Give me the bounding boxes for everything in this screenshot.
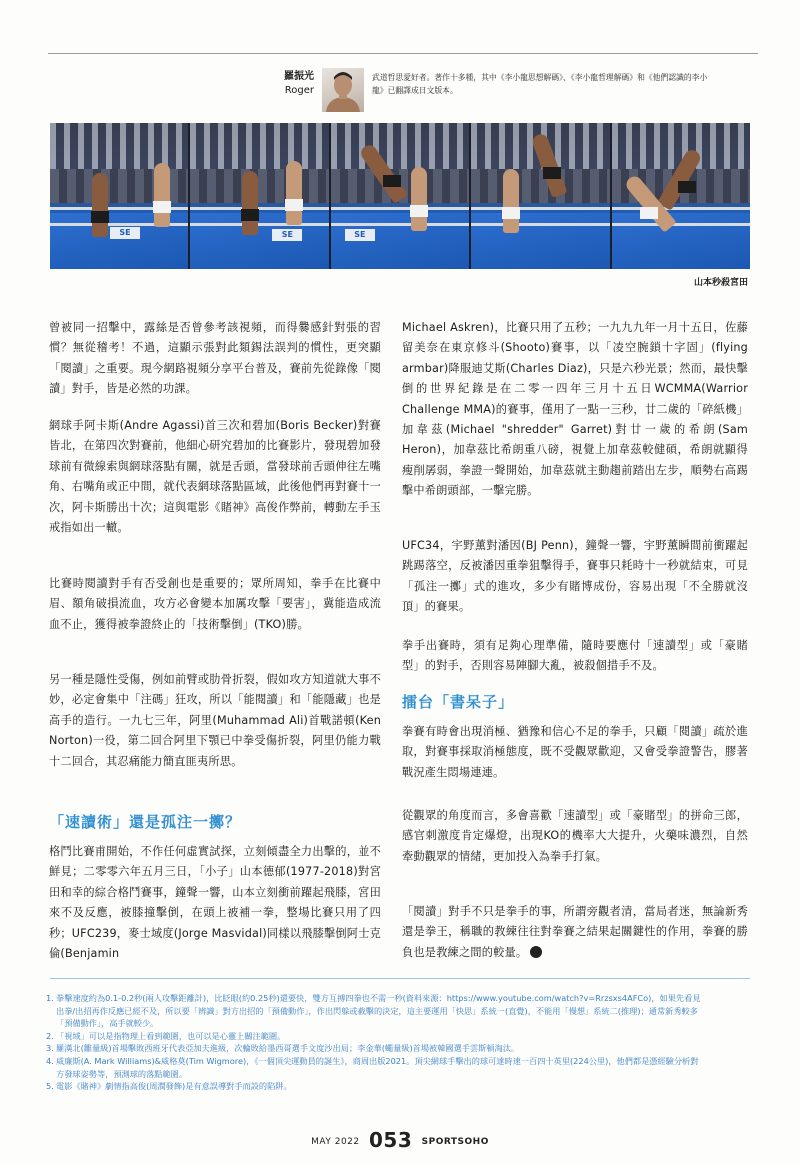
- paragraph: UFC34，宇野薰對潘因(BJ Penn)，鐘聲一響，宇野薰瞬間前衝躍起跳踢落空，反被潘因重拳狙擊得手，賽事只耗時十一秒就結束，可見「孤注一擲」式的進攻，多少有賭博成份，容易出現「不全勝就沒頂」的賽果。: [402, 539, 748, 614]
- paragraph: Michael Askren)，比賽只用了五秒；一九九九年一月十五日，佐藤留美奈在東京修斗(Shooto)賽事，以「凌空腕鎖十字固」(flying armbar)降服迪艾斯(Charles Diaz)，只是六秒光景；然而，最快擊倒的世界紀錄是在二零一四年三月十五日WCMMA(Warrior Challenge MMA)的賽事，僅用了一點一三秒，廿二歲的「碎紙機」加韋茲(Michael "shredder" Garret)對廿一歲的希朗(Sam Heron)，加韋茲比希朗重八磅，視覺上加韋茲較健碩，希朗就顯得瘦削孱弱，拳證一聲開始，加韋茲就主動趨前踏出左步，順勢右高踢擊中希朗頭部，一擊完勝。: [402, 321, 748, 498]
- footnote-number: 2.: [46, 1030, 54, 1041]
- paragraph: 拳賽有時會出現消極、猶豫和信心不足的拳手，只顧「閱讀」疏於進取，對賽事採取消極態度，既不受觀眾歡迎，又會受拳證警告，膠著戰況產生悶場連連。: [402, 725, 748, 779]
- paragraph-text: 「閱讀」對手不只是拳手的事，所謂旁觀者清，當局者迷，無論新秀還是拳王，稱職的教練往往對拳賽之結果起關鍵性的作用，拳賽的勝負也是教練之間的較量。: [402, 905, 748, 959]
- ring-sign: SE: [110, 227, 140, 239]
- footnote-text: 電影《賭神》劇情指高俊(周潤發飾)是有意誤導對手而設的陷阱。: [56, 1081, 292, 1092]
- photo-frame-4: [471, 123, 609, 269]
- photo-caption: 山本秒殺宮田: [693, 278, 748, 288]
- paragraph: 曾被同一招擊中，露絲是否曾參考該視頻，而得爨感針對張的習慣？無從稽考！不過，這顯示張對此類錫法誤判的慣性，更突顯「閱讀」之重要。現今網路視頻分享平台普及，賽前先從錄像「閱讀」對手，皆是必然的功課。: [49, 321, 381, 396]
- fight-photo-sequence: [50, 123, 750, 269]
- paragraph: 另一種是隱性受傷，例如前臂或肋骨折裂，假如攻方知道就大事不妙，必定會集中「注碼」狂攻，所以「能閱讀」和「能隱藏」也是高手的造行。一九七三年，阿里(Muhammad Ali)首戰諾頓(Ken Norton)一役，第二回合阿里下顎已中拳受傷折裂，阿里仍能力戰十二回合，其忍痛能力簡直匪夷所思。: [49, 673, 381, 768]
- footnote: [46, 992, 706, 1030]
- magazine-brand: SPORTSOHO: [421, 1137, 489, 1147]
- footnote: [46, 1055, 706, 1080]
- page-number: 053: [369, 1128, 413, 1152]
- section-heading-bookworm: 擂台「書呆子」: [402, 693, 515, 711]
- section-heading-speed-reading: 「速讀術」還是孤注一擲？: [49, 813, 242, 831]
- paragraph-final: [402, 902, 748, 963]
- footnote-text: 羅漢北(雛量級)首場擊敗西班牙代表亞加夫進級，次輪敗給墨西哥選手文度沙出局；李金華(蠅量級)首場被韓國選手雲斯頓淘汰。: [56, 1043, 520, 1054]
- author-name-en: Roger: [284, 85, 314, 96]
- ring-sign: SE: [345, 229, 375, 241]
- end-mark-icon: [530, 946, 542, 958]
- paragraph: 比賽時閱讀對手有否受創也是重要的；眾所周知，拳手在比賽中眉、額角破損流血，攻方必會變本加厲攻擊「要害」，冀能造成流血不止，獲得被拳證終止的「技術擊倒」(TKO)勝。: [49, 577, 381, 631]
- footnote-text: 「視域」可以是指物理上看到範圍，也可以是心靈上關注範圍。: [56, 1030, 286, 1041]
- paragraph: 拳手出賽時，須有足夠心理準備，隨時要應付「速讀型」或「豪賭型」的對手，否則容易陣腳大亂，被殺個措手不及。: [402, 639, 748, 673]
- notes-divider: [50, 978, 750, 979]
- author-bio: 武道哲思愛好者。著作十多種，其中《李小龍思想解碼》、《李小龍哲理解碼》和《他們認識的李小龍》已翻譯成日文版本。: [372, 73, 708, 95]
- footnote: [46, 1030, 706, 1043]
- top-rule: [48, 53, 758, 54]
- footnote-number: 3.: [46, 1043, 54, 1054]
- footnote: [46, 1042, 706, 1055]
- footnote-number: 4.: [46, 1055, 54, 1066]
- footnote-number: 1.: [46, 993, 54, 1003]
- paragraph: 從觀眾的角度而言，多會喜歡「速讀型」或「豪賭型」的拼命三郎，感官刺激度肯定爆燈，出現KO的機率大大提升，火藥味濃烈，自然牽動觀眾的情緒，更加投入為拳手打氣。: [402, 809, 748, 863]
- footnotes: [46, 992, 706, 1093]
- footnote-number: 5.: [46, 1081, 54, 1092]
- author-photo: [322, 68, 364, 112]
- paragraph: 格鬥比賽甫開始，不作任何虛實試探，立刻傾盡全力出擊的，並不鮮見；二零零六年五月三日，「小子」山本德郁(1977-2018)對宮田和幸的綜合格鬥賽事，鐘聲一響，山本立刻衝前躍起飛膝，宮田來不及反應，被膝撞擊倒，在頭上被補一拳，整場比賽只用了四秒；UFC239，麥士域度(Jorge Masvidal)同樣以飛膝擊倒阿士克倫(Benjamin: [49, 845, 381, 961]
- paragraph: 網球手阿卡斯(Andre Agassi)首三次和碧加(Boris Becker)對賽皆北，在第四次對賽前，他細心研究碧加的比賽影片，發現碧加發球前有微線索與網球落點有關，就是舌頭，當發球前舌頭伸往左嘴角、右嘴角或正中間，就代表網球落點區域，此後他們再對賽十一次，阿卡斯勝出十次；這與電影《賭神》高俊作弊前，轉動左手玉戒指如出一轍。: [49, 419, 381, 535]
- photo-frame-3: [331, 123, 469, 269]
- photo-frame-1: [50, 123, 188, 269]
- ring-sign: SE: [272, 229, 302, 241]
- footnote-text: 威廉斯(A. Mark Williams)&威格莫(Tim Wigmore)，《一個頂尖運動員的誕生》，商周出版2021。頂尖網球手擊出的球可達時速一百四十英里(224公里)，他們都是憑經驗分析對方發球姿勢等，預測球的落點範圍。: [56, 1055, 699, 1079]
- photo-frame-5: [612, 123, 750, 269]
- footnote-text: 拳擊速度約為0.1-0.2秒(兩人攻擊距離計)，比眨眼(約0.25秒)還要快，雙方互搏四拳也不需一秒(資料來源：https://www.youtube.com/watch?v=Rrzsxs4AFCo)，如果先看見出拳/出招再作反應已經不及，所以要「辨識」對方出招的「預備動作」，作出閃躲或截擊的決定，這主要運用「快思」系統一(直覺)，不能用「慢想」系統二(推理)；通常新秀較多「預備動作」，高手就較少。: [56, 993, 701, 1029]
- footnote: [46, 1080, 706, 1093]
- page-footer: [0, 1128, 800, 1152]
- author-portrait-icon: [322, 68, 364, 112]
- author-name: 羅振光: [284, 71, 314, 82]
- photo-frame-2: [190, 123, 328, 269]
- issue-date: MAY 2022: [311, 1137, 360, 1147]
